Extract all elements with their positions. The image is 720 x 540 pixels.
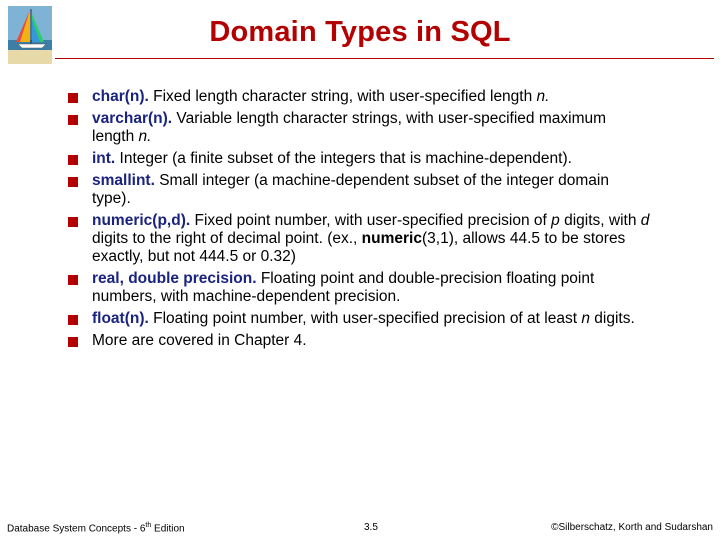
square-bullet-icon [68,315,78,325]
list-item [0,270,652,306]
term-variable: n. [536,88,550,105]
footer-superscript: th [145,522,152,529]
term-label: int. [92,150,116,167]
term-description: Integer (a finite subset of the integers that is machine-dependent). [115,150,572,167]
term-label: smallint. [92,172,155,189]
term-description: Small integer (a machine-dependent subset of the integer domain type). [92,172,609,207]
term-label: float(n). [92,310,149,327]
square-bullet-icon [68,155,78,165]
term-description: More are covered in Chapter 4. [92,332,307,349]
term-description: Fixed length character string, with user-specified length [148,88,537,105]
square-bullet-icon [68,275,78,285]
square-bullet-icon [68,115,78,125]
footer-book-title [7,522,185,534]
copyright-notice: ©Silberschatz, Korth and Sudarshan [551,522,713,533]
square-bullet-icon [68,177,78,187]
term-label: char(n). [92,88,149,105]
footer-book-edition: Edition [151,523,185,535]
term-variable: d [640,212,650,229]
term-label: numeric(p,d). [92,212,191,229]
term-description-part: digits, with [559,212,641,229]
term-description: Floating point number, with user-specified precision of at least [148,310,582,327]
term-description-part: Fixed point number, with user-specified precision of [190,212,552,229]
term-variable: p [551,212,560,229]
list-item [0,88,652,106]
title-divider [55,58,714,59]
term-label: varchar(n). [92,110,173,127]
slide-title: Domain Types in SQL [209,16,511,48]
term-description-part: (3,1), allows 44.5 to be stores exactly, but not 444.5 or 0.32) [92,230,626,265]
square-bullet-icon [68,217,78,227]
term-label: real, double precision. [92,270,257,287]
term-description-part: digits. [589,310,635,327]
square-bullet-icon [68,93,78,103]
list-item [0,150,652,168]
bullet-list [0,88,720,354]
square-bullet-icon [68,337,78,347]
list-item [0,310,652,328]
term-variable: n [581,310,590,327]
list-item [0,172,652,208]
term-description: Floating point and double-precision floating point numbers, with machine-dependent precision. [92,270,595,305]
list-item [0,332,652,350]
term-description-part: digits to the right of decimal point. (ex., [92,230,362,247]
term-description: Variable length character strings, with user-specified maximum length [92,110,607,145]
inline-keyword: numeric [361,230,422,247]
page-number: 3.5 [364,522,378,533]
list-item [0,212,652,266]
footer-book-text: Database System Concepts - 6 [7,523,146,535]
term-variable: n. [138,128,152,145]
list-item [0,110,652,146]
